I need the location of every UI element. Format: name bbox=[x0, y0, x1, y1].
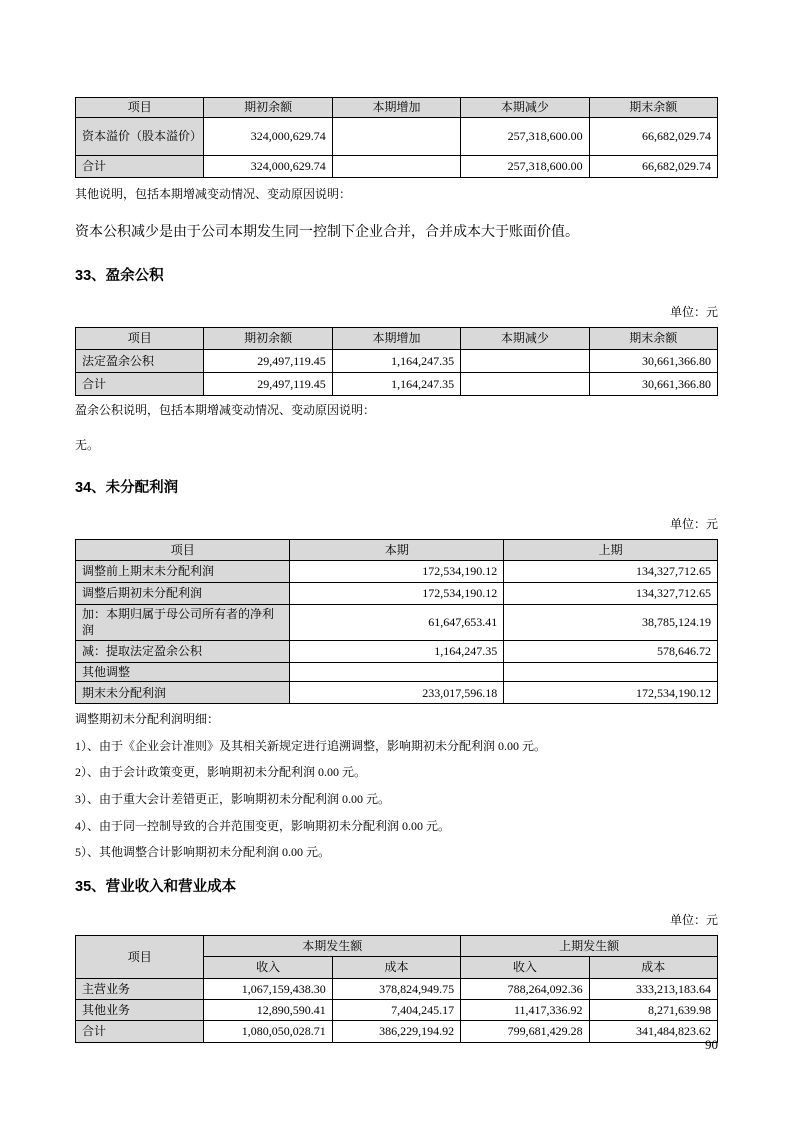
row-label: 合计 bbox=[76, 156, 204, 178]
adjustment-detail-4: 4）、由于同一控制导致的合并范围变更，影响期初未分配利润 0.00 元。 bbox=[75, 818, 451, 833]
table-row-total bbox=[76, 1020, 718, 1042]
cell-value: 30,661,366.80 bbox=[589, 349, 717, 372]
row-label: 减：提取法定盈余公积 bbox=[76, 640, 290, 662]
header-cell-increase: 本期增加 bbox=[332, 98, 460, 118]
cell-value: 1,067,159,438.30 bbox=[204, 978, 332, 999]
cell-value: 386,229,194.92 bbox=[332, 1020, 460, 1042]
cell-value: 788,264,092.36 bbox=[461, 978, 589, 999]
table-row-total bbox=[76, 682, 718, 704]
row-label: 调整后期初未分配利润 bbox=[76, 582, 290, 604]
cell-value bbox=[332, 118, 460, 156]
adjustment-detail-2: 2）、由于会计政策变更，影响期初未分配利润 0.00 元。 bbox=[75, 765, 367, 780]
header-cell-opening: 期初余额 bbox=[204, 327, 332, 349]
table-row bbox=[76, 662, 718, 681]
header-cell-current: 本期 bbox=[290, 539, 504, 560]
row-label: 加：本期归属于母公司所有者的净利润 bbox=[76, 604, 290, 640]
adjustment-detail-3: 3）、由于重大会计差错更正，影响期初未分配利润 0.00 元。 bbox=[75, 791, 391, 806]
table-row bbox=[76, 349, 718, 372]
header-cell-closing: 期末余额 bbox=[589, 98, 717, 118]
cell-value: 7,404,245.17 bbox=[332, 999, 460, 1020]
cell-value: 66,682,029.74 bbox=[589, 156, 717, 178]
table-header-row bbox=[76, 98, 718, 118]
row-label: 资本溢价（股本溢价） bbox=[76, 118, 204, 156]
subheader-cell-income: 收入 bbox=[204, 956, 332, 978]
capital-reserve-table bbox=[75, 97, 718, 178]
surplus-reserve-note-label: 盈余公积说明，包括本期增减变动情况、变动原因说明： bbox=[75, 402, 376, 417]
cell-value: 8,271,639.98 bbox=[589, 999, 717, 1020]
subheader-cell-cost: 成本 bbox=[589, 956, 717, 978]
cell-value: 378,824,949.75 bbox=[332, 978, 460, 999]
row-label: 其他业务 bbox=[76, 999, 204, 1020]
cell-value: 233,017,596.18 bbox=[290, 682, 504, 704]
subheader-cell-cost: 成本 bbox=[332, 956, 460, 978]
unit-label: 单位：元 bbox=[669, 912, 718, 927]
adjustment-detail-5: 5）、其他调整合计影响期初未分配利润 0.00 元。 bbox=[75, 845, 331, 860]
table-header-row bbox=[76, 935, 718, 956]
cell-value: 1,164,247.35 bbox=[332, 372, 460, 395]
row-label: 法定盈余公积 bbox=[76, 349, 204, 372]
cell-value bbox=[290, 662, 504, 681]
cell-value: 1,164,247.35 bbox=[290, 640, 504, 662]
header-cell-item: 项目 bbox=[76, 539, 290, 560]
table-row bbox=[76, 640, 718, 662]
row-label: 合计 bbox=[76, 1020, 204, 1042]
table-row bbox=[76, 978, 718, 999]
table-row bbox=[76, 560, 718, 582]
cell-value: 1,164,247.35 bbox=[332, 349, 460, 372]
capital-reserve-note-label: 其他说明，包括本期增减变动情况、变动原因说明： bbox=[75, 187, 352, 201]
cell-value: 341,484,823.62 bbox=[589, 1020, 717, 1042]
table-row bbox=[76, 604, 718, 640]
cell-value: 12,890,590.41 bbox=[204, 999, 332, 1020]
cell-value: 30,661,366.80 bbox=[589, 372, 717, 395]
header-cell-prior-period: 上期发生额 bbox=[461, 935, 718, 956]
table-header-row bbox=[76, 539, 718, 560]
cell-value: 172,534,190.12 bbox=[290, 582, 504, 604]
row-label: 调整前上期末未分配利润 bbox=[76, 560, 290, 582]
cell-value: 66,682,029.74 bbox=[589, 118, 717, 156]
cell-value: 257,318,600.00 bbox=[461, 118, 589, 156]
section-35-heading: 35、营业收入和营业成本 bbox=[75, 878, 237, 895]
header-cell-opening: 期初余额 bbox=[204, 98, 332, 118]
page-number: 90 bbox=[705, 1037, 718, 1052]
header-cell-decrease: 本期减少 bbox=[461, 327, 589, 349]
unit-label: 单位：元 bbox=[669, 304, 718, 319]
cell-value: 324,000,629.74 bbox=[204, 118, 332, 156]
cell-value bbox=[461, 372, 589, 395]
cell-value: 578,646.72 bbox=[504, 640, 718, 662]
cell-value: 324,000,629.74 bbox=[204, 156, 332, 178]
header-cell-item: 项目 bbox=[76, 327, 204, 349]
cell-value: 61,647,653.41 bbox=[290, 604, 504, 640]
cell-value bbox=[504, 662, 718, 681]
cell-value: 257,318,600.00 bbox=[461, 156, 589, 178]
surplus-reserve-note-text: 无。 bbox=[75, 438, 100, 453]
cell-value: 29,497,119.45 bbox=[204, 372, 332, 395]
cell-value: 134,327,712.65 bbox=[504, 560, 718, 582]
row-label: 期末未分配利润 bbox=[76, 682, 290, 704]
subheader-cell-income: 收入 bbox=[461, 956, 589, 978]
cell-value: 11,417,336.92 bbox=[461, 999, 589, 1020]
cell-value: 134,327,712.65 bbox=[504, 582, 718, 604]
header-cell-item: 项目 bbox=[76, 935, 204, 978]
header-cell-closing: 期末余额 bbox=[589, 327, 717, 349]
page-content bbox=[75, 97, 718, 1043]
cell-value: 333,213,183.64 bbox=[589, 978, 717, 999]
row-label: 主营业务 bbox=[76, 978, 204, 999]
table-row-total bbox=[76, 156, 718, 178]
section-34-heading: 34、未分配利润 bbox=[75, 479, 179, 496]
table-row bbox=[76, 118, 718, 156]
undistributed-profit-table bbox=[75, 539, 718, 704]
table-header-row bbox=[76, 327, 718, 349]
row-label: 合计 bbox=[76, 372, 204, 395]
cell-value bbox=[461, 349, 589, 372]
header-cell-increase: 本期增加 bbox=[332, 327, 460, 349]
header-cell-prior: 上期 bbox=[504, 539, 718, 560]
header-cell-decrease: 本期减少 bbox=[461, 98, 589, 118]
unit-label: 单位：元 bbox=[669, 516, 718, 531]
cell-value: 38,785,124.19 bbox=[504, 604, 718, 640]
table-row bbox=[76, 582, 718, 604]
row-label: 其他调整 bbox=[76, 662, 290, 681]
cell-value: 1,080,050,028.71 bbox=[204, 1020, 332, 1042]
cell-value: 799,681,429.28 bbox=[461, 1020, 589, 1042]
table-row bbox=[76, 999, 718, 1020]
cell-value: 172,534,190.12 bbox=[290, 560, 504, 582]
adjustment-detail-label: 调整期初未分配利润明细： bbox=[75, 712, 220, 727]
cell-value: 172,534,190.12 bbox=[504, 682, 718, 704]
cell-value: 29,497,119.45 bbox=[204, 349, 332, 372]
section-33-heading: 33、盈余公积 bbox=[75, 267, 164, 284]
header-cell-current-period: 本期发生额 bbox=[204, 935, 461, 956]
capital-reserve-note-text: 资本公积减少是由于公司本期发生同一控制下企业合并，合并成本大于账面价值。 bbox=[75, 224, 579, 240]
cell-value bbox=[332, 156, 460, 178]
table-row-total bbox=[76, 372, 718, 395]
revenue-cost-table bbox=[75, 935, 718, 1043]
header-cell-item: 项目 bbox=[76, 98, 204, 118]
adjustment-detail-1: 1）、由于《企业会计准则》及其相关新规定进行追溯调整，影响期初未分配利润 0.00 元。 bbox=[75, 738, 547, 753]
surplus-reserve-table bbox=[75, 327, 718, 396]
